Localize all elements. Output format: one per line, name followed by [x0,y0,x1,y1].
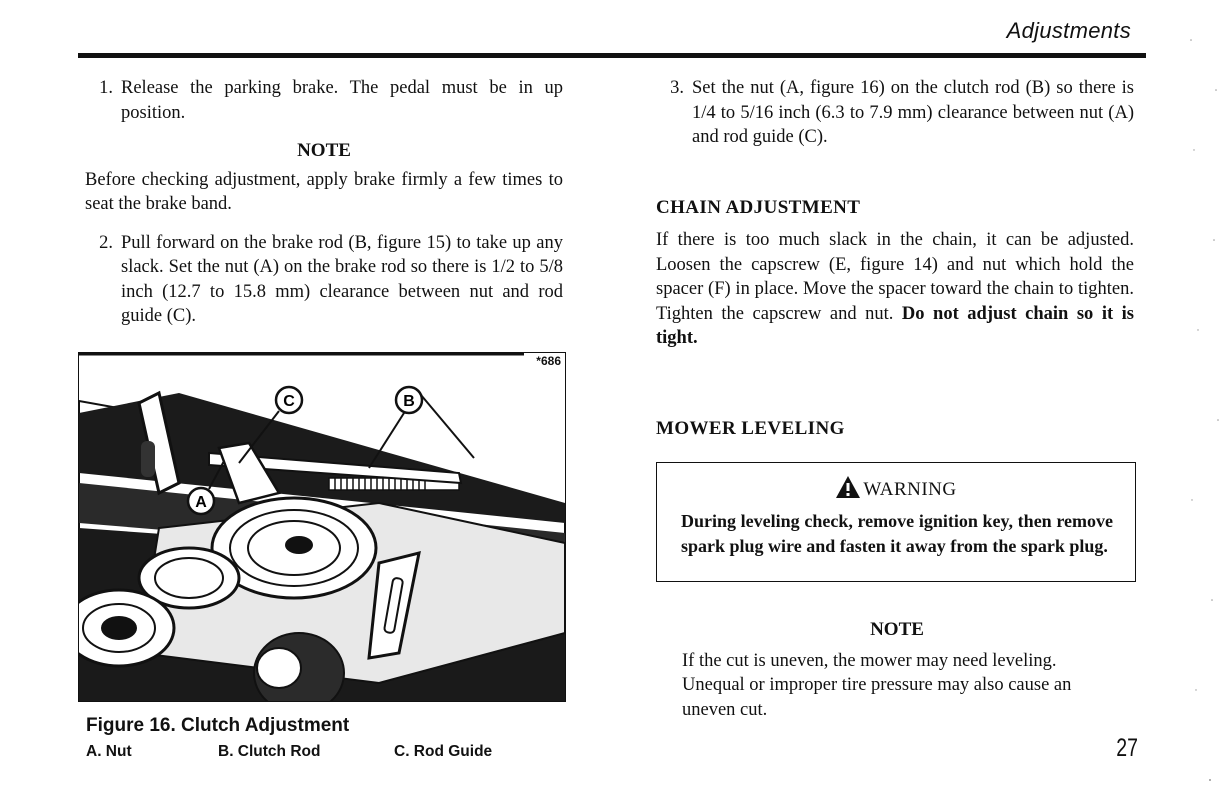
clutch-illustration [79,353,565,701]
figure-code: *686 [536,354,561,368]
step-3-text: Set the nut (A, figure 16) on the clutch rod (B) so there is 1/4 to 5/16 inch (6.3 to 7.9 mm) clearance between nut (A) and rod guide (C). [692,78,1134,147]
step-1-number: 1. [99,78,113,98]
note-2-text: If the cut is uneven, the mower may need leveling. Unequal or improper tire pressure may also cause an uneven cut. [682,650,1072,720]
step-2 [85,231,563,329]
chain-adjustment-heading: CHAIN ADJUSTMENT [656,196,861,218]
legend-nut: A. Nut [86,743,132,760]
legend-rod-guide: C. Rod Guide [394,743,493,760]
warning-triangle-icon [835,475,861,499]
note-text: Before checking adjustment, apply brake firmly a few times to seat the brake band. [85,169,563,214]
scan-edge-artifacts [1186,0,1224,792]
right-column [656,76,1134,441]
step-3 [656,76,1134,150]
step-3-number: 3. [670,78,684,98]
chain-text: If there is too much slack in the chain, it can be adjusted. Loosen the capscrew (E, figure 14) and nut which hold the spacer (F) in place. Move the spacer toward the chain to tighten. Tighten the capscrew and nut. [656,230,1134,324]
clutch-figure [78,352,566,702]
left-column [85,76,563,329]
warning-title-row [657,475,1135,501]
chain-adjustment-text [656,228,1134,351]
step-1-text: Release the parking brake. The pedal must be in up position. [121,78,563,123]
header-rule [78,53,1146,58]
warning-text: During leveling check, remove ignition key, then remove spark plug wire and fasten it away from the spark plug. [681,511,1113,556]
callout-b: B [403,393,415,410]
callout-a: A [195,494,207,511]
note-2 [682,618,1112,722]
page-number: 27 [1116,734,1138,762]
callout-c: C [283,393,295,410]
warning-box [656,462,1136,582]
step-1 [85,76,563,125]
step-2-text: Pull forward on the brake rod (B, figure 15) to take up any slack. Set the nut (A) on the brake rod so there is 1/2 to 5/8 inch (12.7 to 15.8 mm) clearance between nut and rod guide (C). [121,232,563,326]
figure-caption: Figure 16. Clutch Adjustment [86,715,350,736]
legend-clutch-rod: B. Clutch Rod [218,743,321,760]
chain-warning-bold: Do not adjust chain so it is tight. [656,303,1134,348]
page-section-title: Adjustments [1006,18,1131,43]
note-2-heading: NOTE [870,619,924,640]
warning-title: WARNING [863,479,957,500]
note-heading: NOTE [297,140,351,161]
mower-leveling-heading: MOWER LEVELING [656,417,845,439]
step-2-number: 2. [99,232,113,253]
